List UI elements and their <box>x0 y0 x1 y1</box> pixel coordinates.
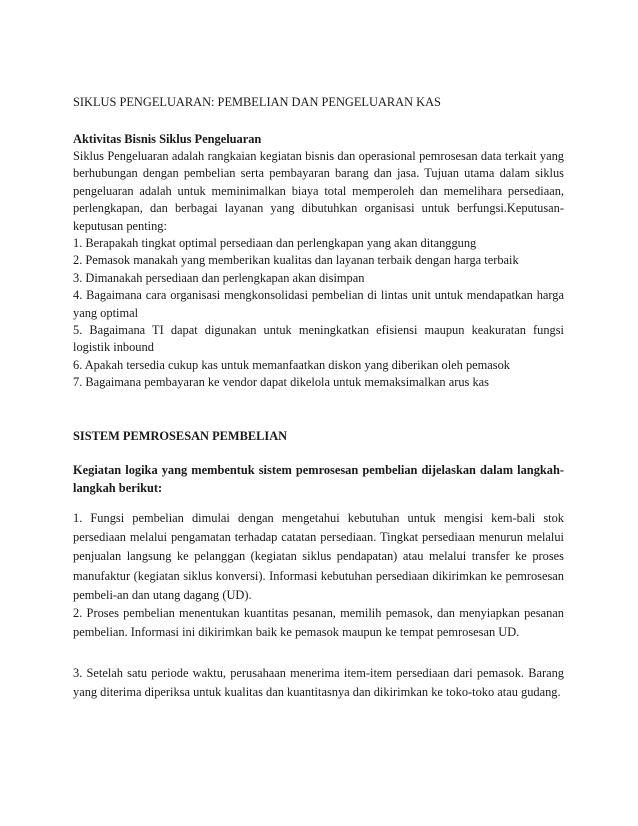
section-heading-aktivitas: Aktivitas Bisnis Siklus Pengeluaran <box>73 132 262 146</box>
list-item: 5. Bagaimana TI dapat digunakan untuk meningkatkan efisiensi maupun keakuratan fungsi logistik inbound <box>73 323 564 355</box>
section-subheading: Kegiatan logika yang membentuk sistem pemrosesan pembelian dijelaskan dalam langkah-langkah berikut: <box>73 463 564 495</box>
step-paragraph-1: 1. Fungsi pembelian dimulai dengan mengetahui kebutuhan untuk mengisi kem-bali stok persediaan melalui pengamatan terhadap catatan persediaan. Tingkat persediaan menurun melalui penjualan langsung ke pelanggan (kegiatan siklus pendapatan) atau melalui transfer ke proses manufaktur (kegiatan siklus konversi). Informasi kebutuhan persediaan dikirimkan ke pemrosesan pembeli-an dan utang dagang (UD). <box>73 511 564 602</box>
step-paragraph-2: 2. Proses pembelian menentukan kuantitas pesanan, memilih pemasok, dan menyiapkan pesanan pembelian. Informasi ini dikirimkan baik ke pemasok maupun ke tempat pemrosesan UD. <box>73 606 564 640</box>
section-intro-paragraph: Siklus Pengeluaran adalah rangkaian kegiatan bisnis dan operasional pemrosesan data terkait yang berhubungan dengan pembelian serta pembayaran barang dan jasa. Tujuan utama dalam siklus pengeluaran adalah untuk meminimalkan biaya total memperoleh dan memelihara persediaan, perlengkapan, dan berbagai layanan yang dibutuhkan organisasi untuk berfungsi.Keputusan-keputusan penting: <box>73 149 564 233</box>
decision-list <box>73 235 564 392</box>
document-title: SIKLUS PENGELUARAN: PEMBELIAN DAN PENGELUARAN KAS <box>73 95 441 109</box>
list-item: 3. Dimanakah persediaan dan perlengkapan akan disimpan <box>73 270 365 285</box>
step-paragraph-3: 3. Setelah satu periode waktu, perusahaan menerima item-item persediaan dari pemasok. Barang yang diterima diperiksa untuk kualitas dan kuantitasnya dan dikirimkan ke toko-toko atau gudang. <box>73 666 564 700</box>
list-item: 6. Apakah tersedia cukup kas untuk memanfaatkan diskon yang diberikan oleh pemasok <box>73 357 510 372</box>
section-heading-sistem: SISTEM PEMROSESAN PEMBELIAN <box>73 429 288 443</box>
list-item: 1. Berapakah tingkat optimal persediaan dan perlengkapan yang akan ditanggung <box>73 236 477 250</box>
list-item: 4. Bagaimana cara organisasi mengkonsolidasi pembelian di lintas unit untuk mendapatkan harga yang optimal <box>73 288 564 320</box>
list-item: 7. Bagaimana pembayaran ke vendor dapat dikelola untuk memaksimalkan arus kas <box>73 375 489 390</box>
list-item: 2. Pemasok manakah yang memberikan kualitas dan layanan terbaik dengan harga terbaik <box>73 253 519 268</box>
